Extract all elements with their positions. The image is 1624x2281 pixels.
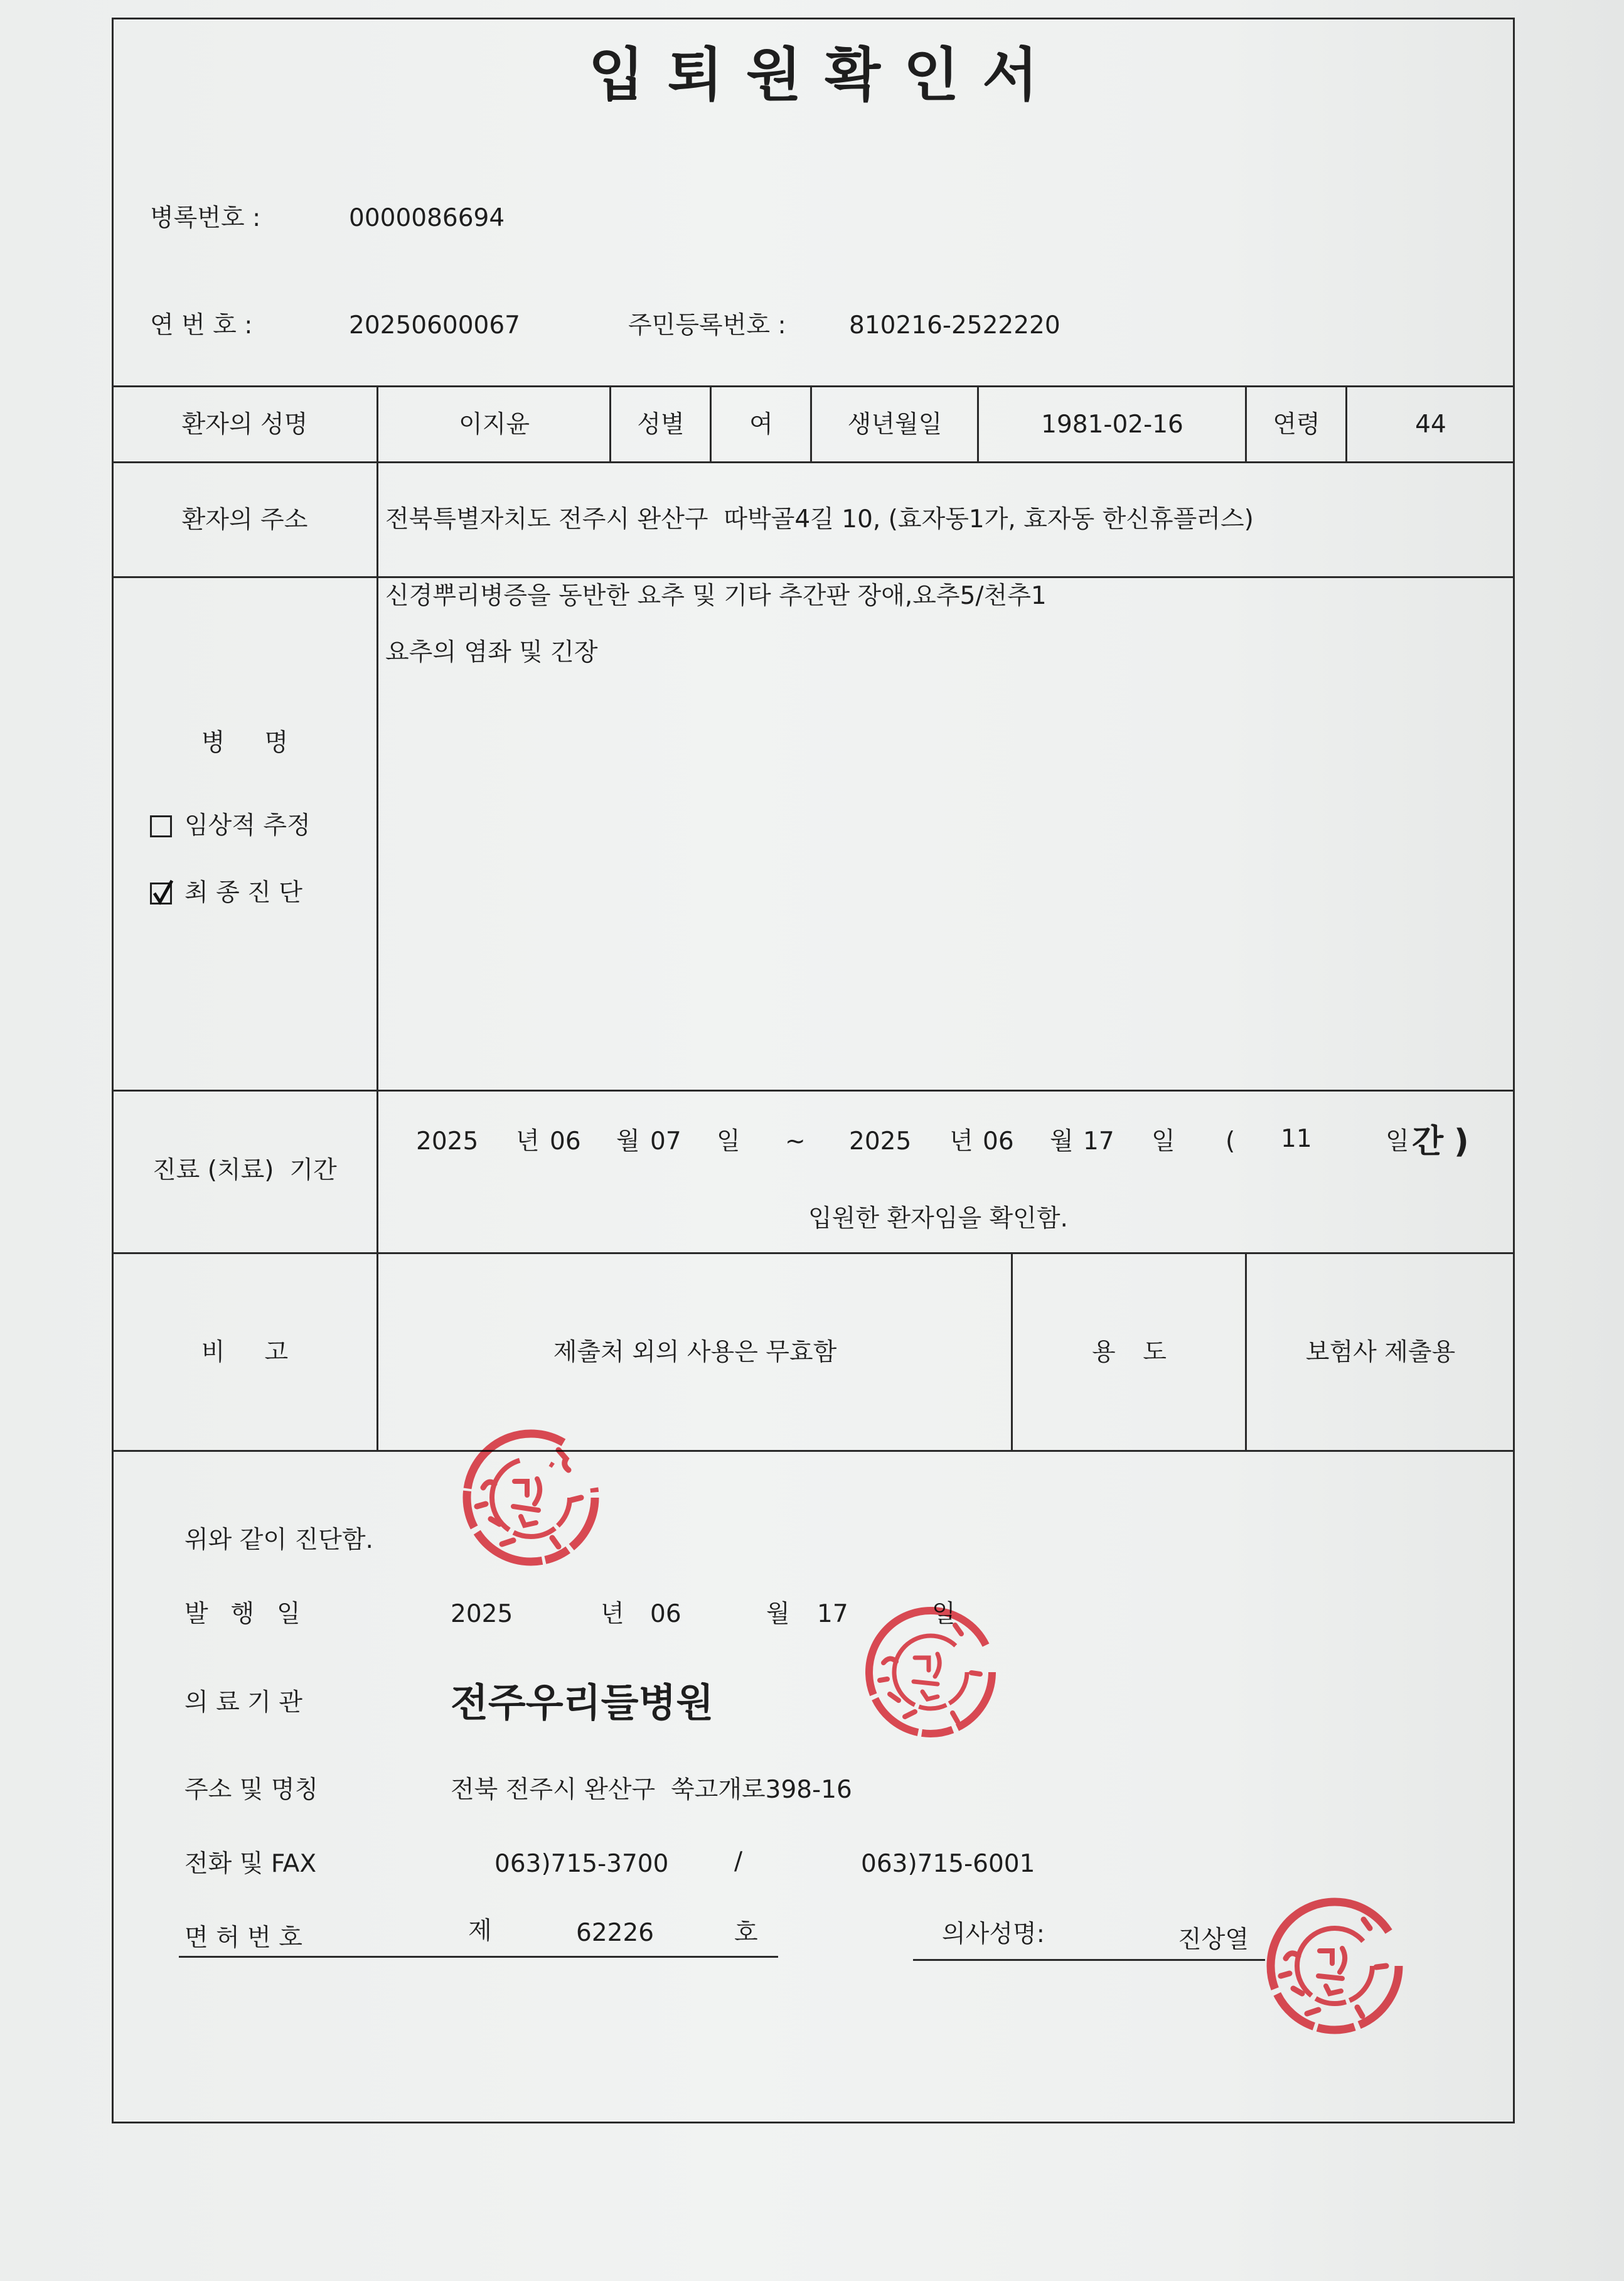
clinical-estimate-label: 임상적 추정 xyxy=(184,812,311,840)
remarks-label: 비 고 xyxy=(201,1338,289,1366)
phone-fax-separator: / xyxy=(734,1847,743,1876)
license-prefix: 제 xyxy=(468,1917,492,1945)
resident-number-label: 주민등록번호 : xyxy=(628,311,786,340)
institution-label: 의 료 기 관 xyxy=(184,1688,302,1717)
serial-number: 20250600067 xyxy=(349,311,520,340)
period-close-paren: ) xyxy=(1454,1123,1469,1161)
issue-day: 17 xyxy=(817,1600,848,1628)
hospital-seal-stamp xyxy=(861,1602,1000,1742)
license-number: 62226 xyxy=(576,1919,654,1947)
patient-address-label: 환자의 주소 xyxy=(181,505,308,534)
diagnosis-line: 신경뿌리병증을 동반한 요추 및 기타 추간판 장애,요추5/천추1 xyxy=(385,582,1047,610)
issue-date-label: 발 행 일 xyxy=(184,1600,301,1628)
document-title: 입 퇴 원 확 인 서 xyxy=(588,41,1039,109)
license-suffix: 호 xyxy=(734,1919,758,1947)
doctor-name-label: 의사성명: xyxy=(942,1920,1045,1948)
sex-label: 성별 xyxy=(637,410,685,439)
institution-address-label: 주소 및 명칭 xyxy=(184,1776,319,1804)
purpose-label: 용 도 xyxy=(1092,1338,1167,1366)
period-day-unit: 일 xyxy=(717,1127,740,1156)
issue-month-unit: 월 xyxy=(766,1600,790,1628)
hospital-seal-stamp xyxy=(458,1425,604,1570)
issue-year: 2025 xyxy=(451,1600,513,1628)
resident-number: 810216-2522220 xyxy=(849,311,1060,340)
period-open-paren: ( xyxy=(1226,1127,1236,1156)
period-start-month: 06 xyxy=(550,1127,581,1156)
birth-date: 1981-02-16 xyxy=(1041,410,1183,439)
checkmark-icon xyxy=(151,878,176,906)
doctor-underline xyxy=(913,1959,1265,1961)
period-tilde: ~ xyxy=(785,1127,806,1156)
period-start-day: 07 xyxy=(650,1127,681,1156)
final-diagnosis-checkbox xyxy=(150,883,172,904)
patient-name: 이지윤 xyxy=(458,410,530,439)
fax-number: 063)715-6001 xyxy=(861,1850,1035,1878)
doctor-name: 진상열 xyxy=(1178,1926,1249,1954)
document-border xyxy=(112,18,1515,2123)
treatment-period-label: 진료 (치료) 기간 xyxy=(152,1156,337,1184)
period-start-year: 2025 xyxy=(416,1127,479,1156)
sex-value: 여 xyxy=(749,410,773,439)
license-underline xyxy=(179,1956,778,1958)
period-month-unit: 월 xyxy=(616,1127,640,1156)
license-label: 면 허 번 호 xyxy=(184,1924,302,1952)
age-label: 연령 xyxy=(1273,410,1320,439)
serial-number-label: 연 번 호 : xyxy=(150,311,253,340)
record-number: 0000086694 xyxy=(349,204,505,232)
table-rule xyxy=(112,1090,1515,1092)
issue-day-unit: 일 xyxy=(932,1600,956,1628)
phone-number: 063)715-3700 xyxy=(494,1850,669,1878)
phone-fax-label: 전화 및 FAX xyxy=(184,1850,317,1878)
period-year-unit: 년 xyxy=(516,1127,540,1156)
clinical-estimate-checkbox xyxy=(150,815,172,837)
period-days-count: 11 xyxy=(1281,1125,1312,1153)
diagnosis-line: 요추의 염좌 및 긴장 xyxy=(385,638,598,667)
period-end-day: 17 xyxy=(1083,1127,1114,1156)
institution-name: 전주우리들병원 xyxy=(451,1680,714,1726)
period-days-unit: 일 xyxy=(1386,1127,1409,1156)
doctor-seal-stamp xyxy=(1262,1893,1408,2039)
period-days-unit-suffix: 간 xyxy=(1412,1123,1444,1161)
issue-month: 06 xyxy=(650,1600,681,1628)
admission-confirmation: 입원한 환자임을 확인함. xyxy=(808,1205,1068,1233)
birth-date-label: 생년월일 xyxy=(847,410,943,439)
final-diagnosis-label: 최 종 진 단 xyxy=(184,879,302,907)
age-value: 44 xyxy=(1415,410,1446,439)
issue-year-unit: 년 xyxy=(601,1600,624,1628)
period-month-unit: 월 xyxy=(1050,1127,1074,1156)
period-end-month: 06 xyxy=(983,1127,1014,1156)
record-number-label: 병록번호 : xyxy=(150,204,261,232)
period-year-unit: 년 xyxy=(949,1127,973,1156)
period-end-year: 2025 xyxy=(849,1127,912,1156)
patient-name-label: 환자의 성명 xyxy=(181,410,308,439)
patient-address: 전북특별자치도 전주시 완산구 따박골4길 10, (효자동1가, 효자동 한신휴플러스) xyxy=(385,505,1254,534)
diagnosis-statement: 위와 같이 진단함. xyxy=(184,1526,373,1554)
diagnosis-label: 병 명 xyxy=(201,729,289,757)
purpose-value: 보험사 제출용 xyxy=(1305,1338,1456,1366)
period-day-unit: 일 xyxy=(1151,1127,1175,1156)
institution-address: 전북 전주시 완산구 쑥고개로398-16 xyxy=(451,1776,852,1804)
remarks-value: 제출처 외의 사용은 무효함 xyxy=(553,1338,837,1366)
